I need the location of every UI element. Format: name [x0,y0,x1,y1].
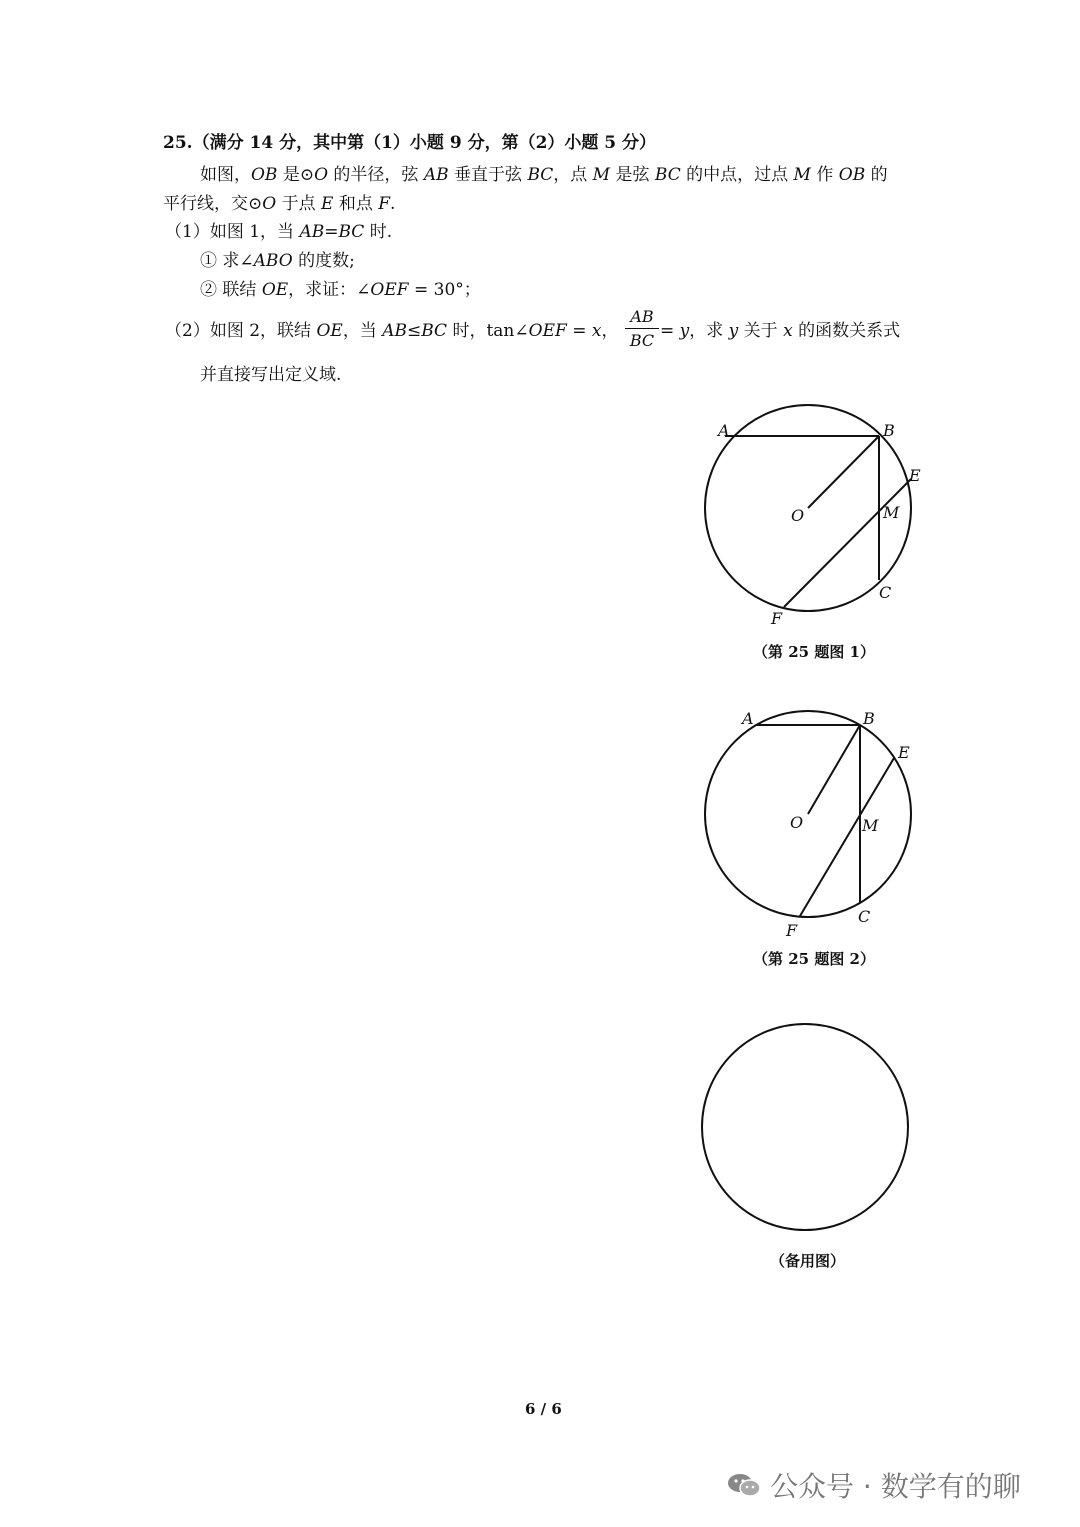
figure-spare-caption: （备用图） [770,1252,846,1270]
problem-intro-line2: 平行线，交⊙O 于点 E 和点 F. [163,194,396,214]
part2-statement-right: = y，求 y 关于 x 的函数关系式 [660,321,901,341]
fig2-label-c: C [858,907,871,926]
fraction-numerator: AB [625,307,659,329]
fig2-label-a: A [742,709,754,728]
fig2-label-m: M [862,816,879,835]
fraction-ab-bc [625,307,659,350]
fig1-label-m: M [883,503,900,522]
part2-statement-left: （2）如图 2，联结 OE，当 AB≤BC 时，tan∠OEF = x， [165,321,619,341]
figure-spare [690,1015,920,1245]
fig1-line-ef [784,479,911,607]
fig2-label-b: B [863,709,875,728]
spare-circle [702,1024,908,1230]
part1-sub2: ② 联结 OE，求证：∠OEF = 30°； [200,280,481,300]
fig1-label-a: A [718,421,730,440]
fig1-label-b: B [883,421,895,440]
part2-statement-last: 并直接写出定义域. [200,365,342,385]
fig2-label-f: F [786,921,798,940]
watermark-text: 公众号 · 数学有的聊 [770,1470,1021,1503]
figure-2-caption: （第 25 题图 2） [753,950,875,968]
page-number: 6 / 6 [525,1400,562,1418]
fig1-label-c: C [879,583,892,602]
problem-intro-line1: 如图，OB 是⊙O 的半径，弦 AB 垂直于弦 BC，点 M 是弦 BC 的中点，过点 M 作 OB 的 [200,165,888,185]
figure-1-caption: （第 25 题图 1） [753,643,875,661]
watermark [726,1465,1021,1505]
part1-sub1: ① 求∠ABO 的度数; [200,251,355,271]
problem-title: 25.（满分 14 分，其中第（1）小题 9 分，第（2）小题 5 分） [163,133,657,153]
wechat-icon [726,1472,762,1498]
fig2-radius-ob [808,725,860,814]
fig1-label-e: E [909,466,921,485]
fraction-denominator: BC [629,331,655,350]
fig2-label-o: O [790,813,804,832]
fig1-label-o: O [791,506,805,525]
fig2-line-ef [800,758,894,916]
fig1-label-f: F [771,609,783,628]
fig2-label-e: E [898,743,910,762]
figure-2 [680,700,940,940]
fig1-radius-ob [808,436,879,508]
figure-1 [680,395,940,635]
part1-statement: （1）如图 1，当 AB=BC 时. [165,222,393,242]
